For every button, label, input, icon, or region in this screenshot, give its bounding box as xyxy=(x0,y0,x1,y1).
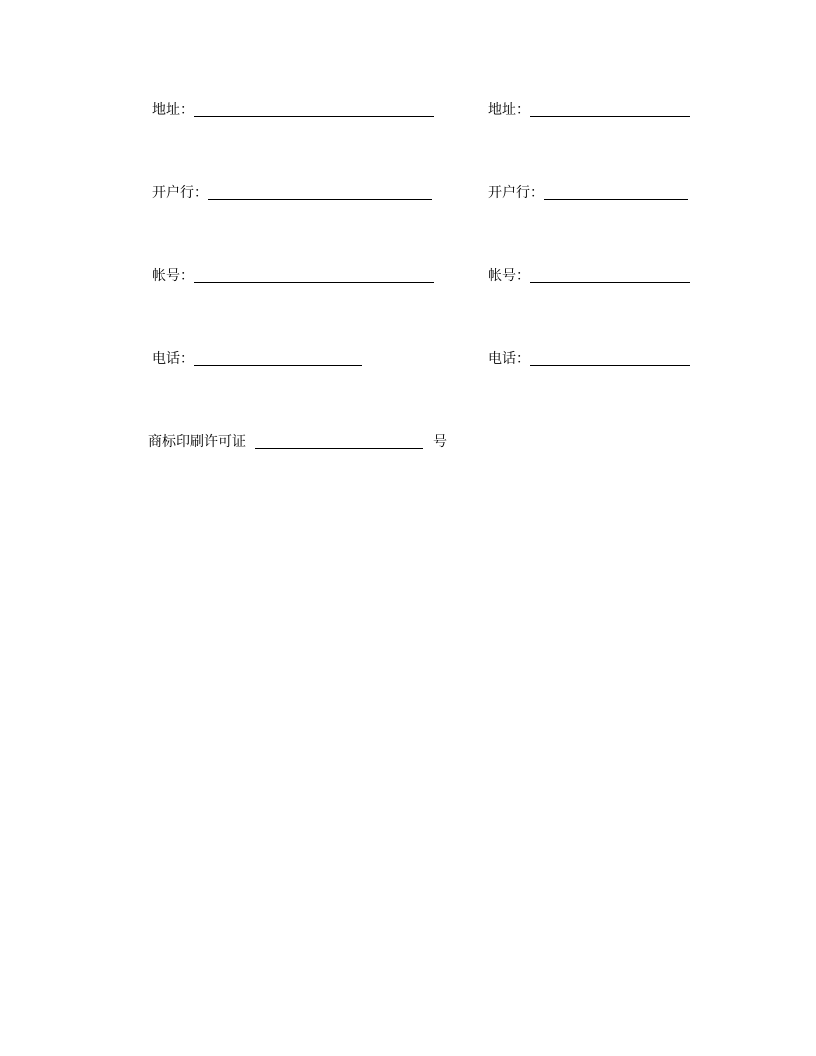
right-phone-label: 电话： xyxy=(488,351,530,367)
right-account-field xyxy=(488,262,690,284)
left-account-blank[interactable] xyxy=(194,282,434,283)
license-number-blank[interactable] xyxy=(255,448,423,449)
right-address-blank[interactable] xyxy=(530,116,690,117)
left-account-field xyxy=(152,262,434,284)
left-bank-blank[interactable] xyxy=(208,199,432,200)
left-phone-label: 电话： xyxy=(152,351,194,367)
right-bank-blank[interactable] xyxy=(544,199,688,200)
right-bank-field xyxy=(488,179,688,201)
left-address-field xyxy=(152,96,434,118)
right-address-label: 地址： xyxy=(488,102,530,118)
right-account-label: 帐号： xyxy=(488,268,530,284)
license-label: 商标印刷许可证 xyxy=(148,434,246,450)
right-account-blank[interactable] xyxy=(530,282,690,283)
left-address-blank[interactable] xyxy=(194,116,434,117)
right-bank-label: 开户行： xyxy=(488,185,544,201)
right-phone-field xyxy=(488,345,690,367)
right-address-field xyxy=(488,96,690,118)
left-bank-label: 开户行： xyxy=(152,185,208,201)
left-address-label: 地址： xyxy=(152,102,194,118)
left-account-label: 帐号： xyxy=(152,268,194,284)
right-phone-blank[interactable] xyxy=(530,365,690,366)
license-field xyxy=(148,428,447,450)
left-phone-blank[interactable] xyxy=(194,365,362,366)
left-bank-field xyxy=(152,179,432,201)
license-suffix: 号 xyxy=(433,434,447,450)
left-phone-field xyxy=(152,345,362,367)
